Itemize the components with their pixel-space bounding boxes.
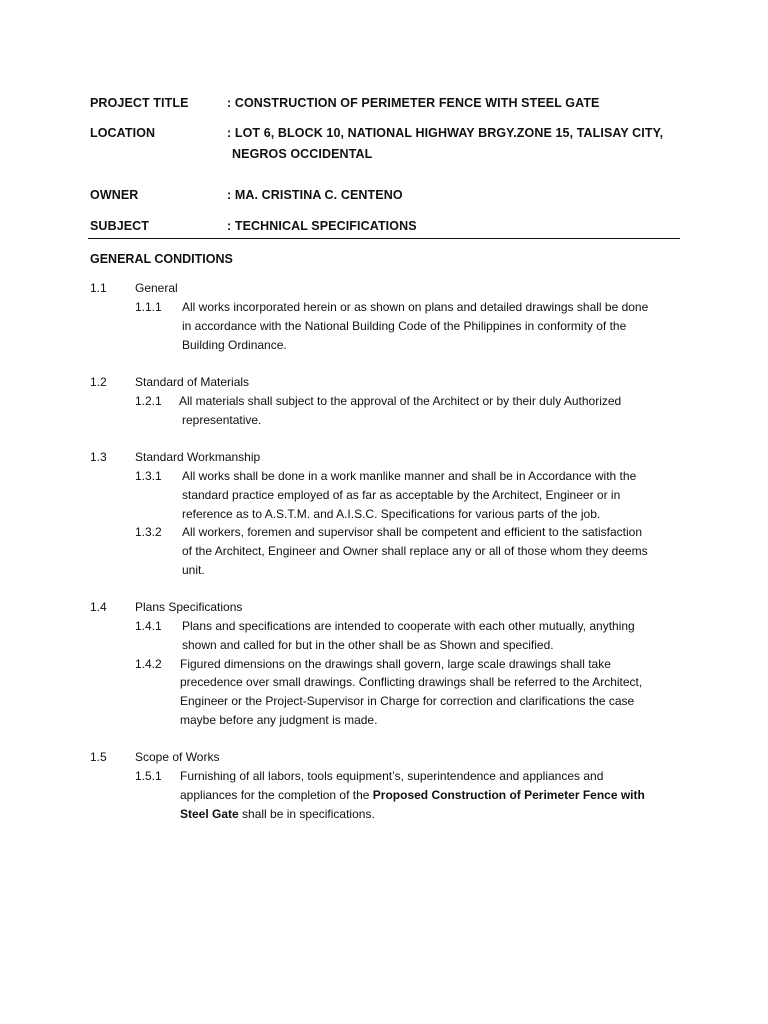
item-line: unit. (182, 563, 205, 577)
item-line: representative. (182, 413, 262, 427)
item-number: 1.4.1 (135, 619, 162, 633)
item-number: 1.3.2 (135, 525, 162, 539)
item-line: Plans and specifications are intended to cooperate with each other mutually, anything (182, 619, 635, 633)
item-line: Building Ordinance. (182, 338, 287, 352)
item-line: in accordance with the National Building Code of the Philippines in conformity of the (182, 319, 627, 333)
project-title-value: : CONSTRUCTION OF PERIMETER FENCE WITH STEEL GATE (227, 96, 600, 110)
item-line: All workers, foremen and supervisor shall be competent and efficient to the satisfaction (182, 525, 643, 539)
section-number: 1.4 (90, 600, 107, 614)
section-title: Standard of Materials (135, 375, 250, 389)
item-line: All materials shall subject to the approval of the Architect or by their duly Authorized (179, 394, 622, 408)
general-conditions-heading: GENERAL CONDITIONS (90, 252, 233, 266)
section-number: 1.5 (90, 750, 107, 764)
item-line: precedence over small drawings. Conflicting drawings shall be referred to the Architect, (180, 675, 643, 689)
item-line (180, 805, 375, 824)
item-line: All works incorporated herein or as shown on plans and detailed drawings shall be done (182, 300, 649, 314)
item-line: All works shall be done in a work manlike manner and shall be in Accordance with the (182, 469, 637, 483)
section-title: Standard Workmanship (135, 450, 261, 464)
location-value-line1: : LOT 6, BLOCK 10, NATIONAL HIGHWAY BRGY.ZONE 15, TALISAY CITY, (227, 126, 664, 140)
subject-value: : TECHNICAL SPECIFICATIONS (227, 219, 417, 233)
header-divider (88, 238, 680, 239)
item-line: Engineer or the Project-Supervisor in Charge for correction and clarifications the case (180, 694, 635, 708)
item-number: 1.2.1 (135, 394, 162, 408)
item-line: maybe before any judgment is made. (180, 713, 378, 727)
subject-label: SUBJECT (90, 219, 150, 233)
item-line-bold-text: Proposed Construction of Perimeter Fence with (372, 788, 645, 802)
item-line: standard practice employed of as far as acceptable by the Architect, Engineer or in (182, 488, 621, 502)
item-line-text: appliances for the completion of the (180, 788, 373, 802)
project-title-label: PROJECT TITLE (90, 96, 189, 110)
location-value-line2: NEGROS OCCIDENTAL (232, 147, 373, 161)
item-number: 1.1.1 (135, 300, 162, 314)
section-number: 1.3 (90, 450, 107, 464)
item-line-text: shall be in specifications. (238, 807, 375, 821)
section-number: 1.1 (90, 281, 107, 295)
item-number: 1.3.1 (135, 469, 162, 483)
item-line: reference as to A.S.T.M. and A.I.S.C. Specifications for various parts of the job. (182, 507, 601, 521)
owner-value: : MA. CRISTINA C. CENTENO (227, 188, 403, 202)
item-number: 1.4.2 (135, 657, 162, 671)
section-title: Plans Specifications (135, 600, 243, 614)
item-number: 1.5.1 (135, 769, 162, 783)
section-title: Scope of Works (135, 750, 220, 764)
section-number: 1.2 (90, 375, 107, 389)
item-line: shown and called for but in the other shall be as Shown and specified. (182, 638, 554, 652)
item-line: Figured dimensions on the drawings shall govern, large scale drawings shall take (180, 657, 611, 671)
item-line (180, 786, 645, 805)
owner-label: OWNER (90, 188, 139, 202)
section-title: General (135, 281, 178, 295)
location-label: LOCATION (90, 126, 156, 140)
item-line: Furnishing of all labors, tools equipment’s, superintendence and appliances and (180, 769, 604, 783)
item-line: of the Architect, Engineer and Owner shall replace any or all of those whom they deems (182, 544, 648, 558)
item-line-bold-text: Steel Gate (180, 807, 239, 821)
